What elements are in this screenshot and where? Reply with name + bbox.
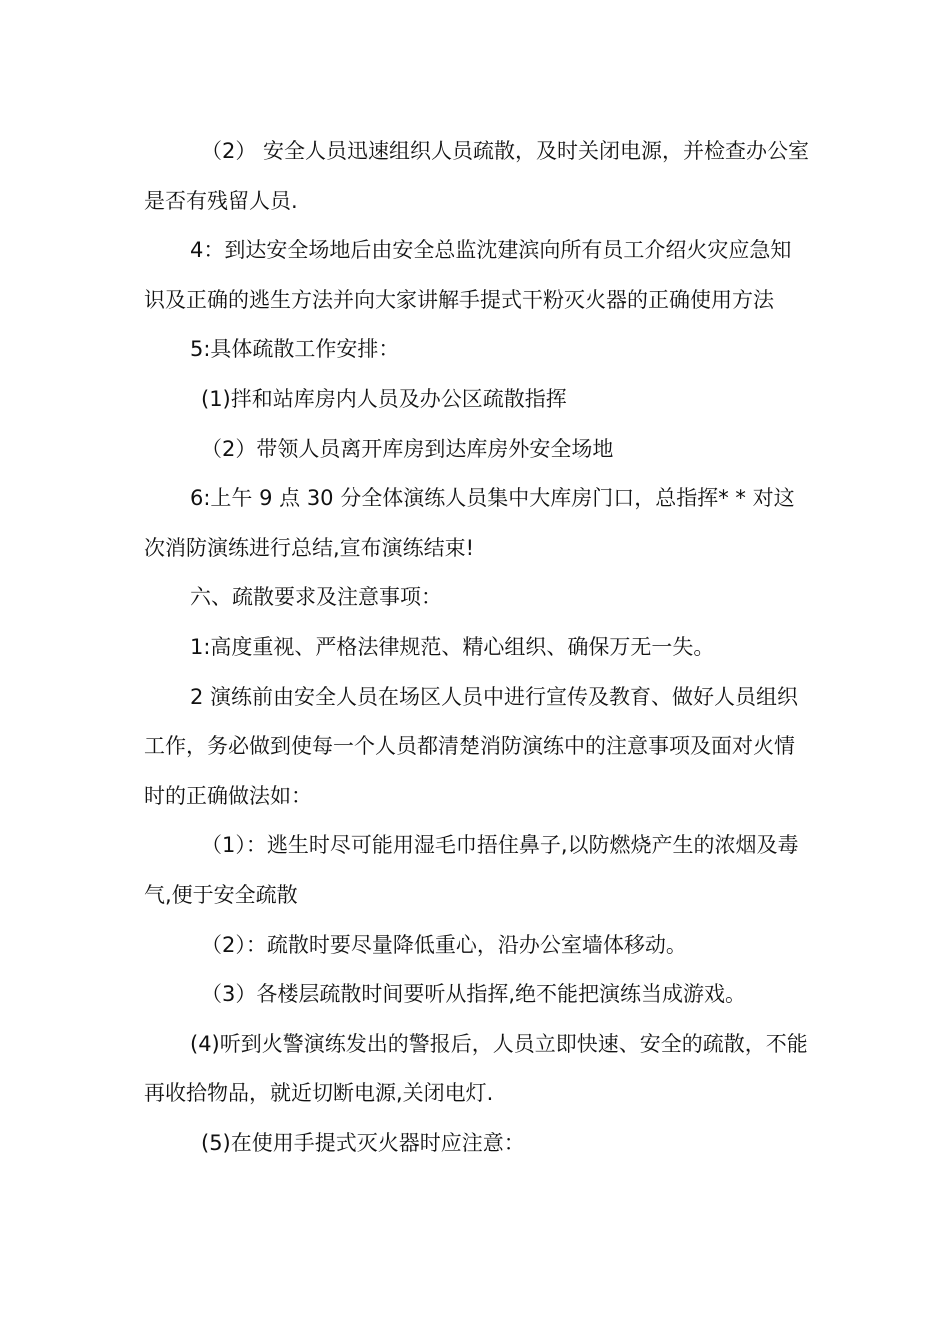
paragraph-warehouse-office-command: (1)拌和站库房内人员及办公区疏散指挥 — [201, 386, 567, 411]
section-heading-requirements: 六、疏散要求及注意事项： — [190, 585, 442, 610]
paragraph-extinguisher-notes: (5)在使用手提式灭火器时应注意： — [201, 1130, 525, 1155]
paragraph-pre-drill-training: 2 演练前由安全人员在场区人员中进行宣传及教育、做好人员组织工作，务必做到使每一个人员都清楚消防演练中的注意事项及面对火情时的正确做法如： — [144, 684, 799, 808]
paragraph-wet-towel: （1）：逃生时尽可能用湿毛巾捂住鼻子,以防燃烧产生的浓烟及毒气,便于安全疏散 — [144, 833, 799, 907]
paragraph-assembly-summary: 6:上午 9 点 30 分全体演练人员集中大库房门口，总指挥* * 对这次消防演练进行总结,宣布演练结束! — [144, 486, 795, 560]
paragraph-lead-personnel: （2）带领人员离开库房到达库房外安全场地 — [201, 436, 614, 461]
paragraph-alarm-response: (4)听到火警演练发出的警报后，人员立即快速、安全的疏散，不能再收拾物品，就近切断电源,关闭电灯. — [144, 1031, 808, 1106]
document-body — [144, 127, 810, 1168]
paragraph-follow-command: （3）各楼层疏散时间要听从指挥,绝不能把演练当成游戏。 — [201, 982, 747, 1007]
paragraph-safety-briefing: 4：到达安全场地后由安全总监沈建滨向所有员工介绍火灾应急知识及正确的逃生方法并向大家讲解手提式干粉灭火器的正确使用方法 — [144, 238, 792, 312]
paragraph-high-attention: 1:高度重视、严格法律规范、精心组织、确保万无一失。 — [190, 634, 715, 659]
paragraph-evacuation-arrangement: 5:具体疏散工作安排： — [190, 337, 400, 362]
paragraph-lower-center: （2）：疏散时要尽量降低重心，沿办公室墙体移动。 — [201, 932, 687, 957]
paragraph-evacuate-check: （2） 安全人员迅速组织人员疏散，及时关闭电源，并检查办公室是否有残留人员. — [144, 139, 810, 213]
